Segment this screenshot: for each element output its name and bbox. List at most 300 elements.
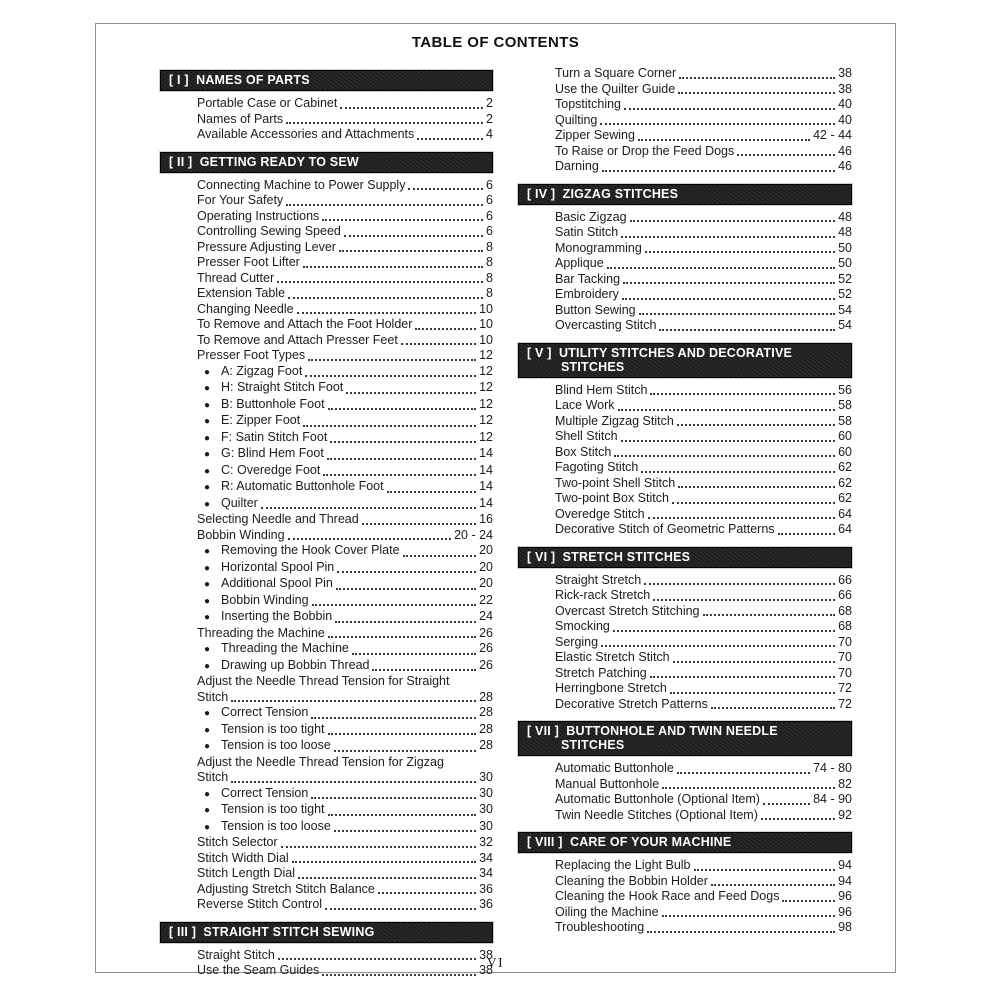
section-header-text: [ I ] NAMES OF PARTS [169,73,310,87]
dot-leader [678,486,835,488]
bullet-icon: ● [204,788,211,800]
toc-entry-label: Presser Foot Lifter [197,255,300,269]
toc-entry-label: Blind Hem Stitch [555,382,648,397]
toc-entry-label: Controlling Sewing Speed [197,224,341,238]
toc-entry-label: Embroidery [555,287,619,301]
toc-entry [160,512,493,528]
dot-leader [328,408,477,410]
bullet-icon: ● [204,724,211,736]
toc-entry-label: Bobbin Winding [221,592,309,607]
toc-entry-label: Changing Needle [197,301,294,316]
page-number: 62 [838,460,852,474]
toc-entry [160,819,493,836]
toc-entry [160,802,493,819]
dot-leader [678,92,835,94]
toc-entry-label: Threading the Machine [221,641,349,655]
section-header-bar [518,721,852,756]
toc-entry [160,674,493,690]
section-header-text: [ VI ] STRETCH STITCHES [527,549,691,564]
toc-entry [518,491,852,507]
toc-entry-label: B: Buttonhole Foot [221,396,325,411]
page-number: 64 [838,506,852,521]
toc-entry-label: Lace Work [555,398,615,412]
page-number: 28 [479,738,493,752]
toc-entry [160,430,493,447]
dot-leader [277,281,483,283]
page-number: 38 [479,947,493,962]
toc-entry [160,255,493,271]
toc-entry-label: Satin Stitch [555,225,619,239]
toc-entry [160,835,493,851]
dot-leader [782,900,835,902]
toc-entry-label: Quilting [555,112,598,127]
page-number: 2 [486,111,493,126]
page-number: 6 [486,177,493,192]
page-number: 70 [838,650,852,664]
toc-entry [518,128,852,144]
page-number: 30 [479,802,493,816]
toc-entry-label: Portable Case or Cabinet [197,96,338,110]
toc-entry [518,777,852,793]
page-number: 20 [479,576,493,590]
toc-entry [160,209,493,225]
dot-leader [346,392,476,394]
page-number: 24 [479,609,493,623]
toc-entry-label: Adjusting Stretch Stitch Balance [197,881,375,896]
bullet-icon: ● [204,416,211,427]
page-number: 12 [479,413,493,427]
toc-entry-label: Elastic Stretch Stitch [555,650,670,664]
toc-section [518,343,852,538]
page-number: 12 [479,363,493,378]
toc-entry [518,241,852,257]
toc-entry-label: Use the Seam Guides [197,963,320,977]
toc-entry-label: Drawing up Bobbin Thread [221,657,370,672]
toc-entry [160,658,493,675]
page-number: 68 [838,603,852,618]
dot-leader [305,375,476,377]
dot-leader [618,409,836,411]
bullet-icon: ● [204,498,211,510]
toc-entry [160,641,493,658]
page-number-footer: VI [486,955,505,970]
toc-entry-label: Use the Quilter Guide [555,81,676,96]
page-number: 4 [486,127,493,141]
dot-leader [601,645,835,647]
toc-entry [518,573,852,589]
toc-entry-label: Straight Stitch [197,947,275,962]
dot-leader [325,908,476,910]
toc-entry [518,889,852,905]
toc-entry [160,576,493,593]
page-number: 46 [838,159,852,173]
page-number: 40 [838,112,852,127]
toc-entry [518,476,852,492]
toc-entry [518,619,852,635]
page-number: 6 [486,193,493,207]
page-number: 56 [838,382,852,397]
dot-leader [334,750,476,752]
bullet-icon: ● [204,612,211,623]
section-header-bar [160,922,493,943]
page-number: 40 [838,97,852,111]
dot-leader [623,282,835,284]
toc-columns [96,51,895,979]
toc-entry-label: Zipper Sewing [555,128,635,142]
toc-entry [518,792,852,808]
toc-entry-label: Box Stitch [555,444,612,459]
toc-entry [160,543,493,560]
toc-entry-label: Monogramming [555,240,642,255]
page-number: 94 [838,858,852,872]
toc-entry-label: Fagoting Stitch [555,460,639,474]
toc-section [518,66,852,175]
page-number: 60 [838,444,852,459]
section-header-bar [160,152,493,173]
toc-entry [160,770,493,786]
dot-leader [622,298,835,300]
page-number: 94 [838,873,852,888]
dot-leader [297,312,476,314]
page-number: 42 - 44 [813,128,852,142]
toc-entry-label: Additional Spool Pin [221,576,333,590]
page-number: 8 [486,270,493,285]
dot-leader [647,931,835,933]
dot-leader [650,676,835,678]
toc-entry-label: R: Automatic Buttonhole Foot [221,479,384,493]
toc-entry-label: Presser Foot Types [197,348,306,362]
page-number: 54 [838,302,852,317]
toc-entry [160,380,493,397]
dot-leader [644,583,835,585]
toc-entry [160,193,493,209]
toc-column-left [160,70,493,979]
toc-entry [518,287,852,303]
dot-leader [322,219,483,221]
page-number: 30 [479,785,493,800]
dot-leader [694,869,836,871]
toc-entry-label: Herringbone Stretch [555,681,667,695]
toc-entry [160,224,493,240]
toc-entry-label: A: Zigzag Foot [221,363,303,378]
toc-entry-label: Stitch Length Dial [197,866,295,880]
toc-entry [518,808,852,824]
bullet-icon: ● [204,383,211,394]
toc-entry [160,178,493,194]
toc-entry-label: Multiple Zigzag Stitch [555,413,674,428]
toc-entry [160,271,493,287]
page-number: 20 - 24 [454,527,493,542]
page-number: 82 [838,776,852,791]
page-number: 34 [479,850,493,865]
toc-entry [518,429,852,445]
toc-entry-label: Decorative Stretch Patterns [555,696,708,711]
page-number: 46 [838,143,852,158]
bullet-icon: ● [204,821,211,833]
toc-entry-label: To Remove and Attach the Foot Holder [197,317,413,331]
toc-entry [518,666,852,682]
toc-section [518,832,852,936]
page-number: 68 [838,619,852,633]
bullet-icon: ● [204,708,211,719]
page-number: 58 [838,413,852,428]
dot-leader [763,803,810,805]
section-header-text: STITCHES [561,359,625,374]
toc-entry [160,755,493,771]
dot-leader [292,861,476,863]
dot-leader [286,204,483,206]
page-number: 70 [838,665,852,680]
page-number: 20 [479,559,493,574]
section-header-text: [ IV ] ZIGZAG STITCHES [527,186,679,201]
toc-section [518,721,852,823]
page-number: 66 [838,572,852,587]
toc-entry [518,522,852,538]
toc-entry-label: Replacing the Light Bulb [555,858,691,872]
bullet-icon: ● [204,432,211,444]
toc-entry-label: Basic Zigzag [555,209,627,224]
toc-entry-label: Stitch [197,770,229,784]
toc-entry-label: Serging [555,634,599,649]
page-number: 38 [479,963,493,977]
dot-leader [303,425,476,427]
toc-entry [518,874,852,890]
dot-leader [761,818,835,820]
page-number: 36 [479,897,493,911]
section-header-text: [ VIII ] CARE OF YOUR MACHINE [527,835,732,849]
toc-entry [518,460,852,476]
toc-entry-label: Pressure Adjusting Lever [197,239,336,254]
toc-entry-label: Oiling the Machine [555,904,659,919]
toc-entry-label: Bar Tacking [555,271,621,286]
toc-entry-label: Stretch Patching [555,665,647,680]
toc-entry [160,593,493,610]
page-number: 64 [838,522,852,536]
toc-entry [160,463,493,480]
section-header-text: STITCHES [561,738,625,752]
dot-leader [614,455,835,457]
toc-entry-label: Two-point Shell Stitch [555,475,676,490]
dot-leader [662,787,835,789]
dot-leader [334,830,476,832]
toc-entry [160,786,493,803]
toc-entry-label: Twin Needle Stitches (Optional Item) [555,807,758,822]
dot-leader [323,474,476,476]
toc-entry-label: Stitch [197,689,229,704]
page-number: 8 [486,255,493,269]
dot-leader [408,188,483,190]
page-number: 28 [479,689,493,704]
dot-leader [679,77,835,79]
toc-entry-label: Cleaning the Hook Race and Feed Dogs [555,889,780,903]
dot-leader [653,599,835,601]
toc-entry [518,144,852,160]
toc-entry [518,256,852,272]
toc-entry [518,761,852,777]
dot-leader [328,636,476,638]
page-number: 20 [479,543,493,557]
toc-section [518,547,852,713]
bullet-icon: ● [204,741,211,752]
page-number: 74 - 80 [813,761,852,775]
toc-entry-label: Bobbin Winding [197,527,285,542]
toc-entry-label: Tension is too tight [221,802,325,816]
dot-leader [328,814,477,816]
toc-entry [518,588,852,604]
toc-entry-label: Adjust the Needle Thread Tension for Straight [197,674,450,688]
bullet-icon: ● [204,482,211,493]
dot-leader [340,107,483,109]
page-number: 38 [838,81,852,96]
page-number: 6 [486,224,493,238]
toc-entry [160,446,493,463]
toc-entry [160,738,493,755]
toc-entry-label: Two-point Box Stitch [555,491,669,505]
page-number: 48 [838,209,852,224]
dot-leader [308,359,476,361]
toc-section [160,152,493,913]
page-number: 2 [486,96,493,110]
dot-leader [600,123,835,125]
page-number: 28 [479,705,493,719]
page-number: 26 [479,625,493,640]
dot-leader [630,220,836,222]
toc-entry-label: Troubleshooting [555,920,645,934]
toc-entry [518,82,852,98]
toc-section [160,70,493,143]
page-number: 98 [838,920,852,934]
toc-entry [160,897,493,913]
page-number: 70 [838,634,852,649]
dot-leader [303,266,483,268]
toc-entry-label: Topstitching [555,97,622,111]
page-number: 60 [838,429,852,443]
page-number: 54 [838,318,852,332]
dot-leader [650,393,835,395]
toc-entry [160,609,493,626]
dot-leader [336,588,476,590]
toc-section [518,184,852,334]
toc-entry [160,333,493,349]
bullet-icon: ● [204,562,211,574]
toc-entry [518,920,852,936]
dot-leader [659,329,835,331]
page-number: 66 [838,588,852,602]
toc-entry [160,127,493,143]
toc-entry-label: Overcasting Stitch [555,318,657,332]
toc-entry-label: Threading the Machine [197,625,325,640]
toc-entry [518,697,852,713]
dot-leader [339,250,483,252]
dot-leader [288,538,452,540]
bullet-icon: ● [204,805,211,816]
page-number: 62 [838,475,852,490]
dot-leader [703,614,836,616]
dot-leader [602,170,835,172]
toc-entry-label: Manual Buttonhole [555,776,660,791]
dot-leader [352,653,476,655]
page-number: 52 [838,287,852,301]
toc-entry [518,398,852,414]
section-header-bar [518,343,852,378]
toc-entry [160,286,493,302]
page-number: 26 [479,641,493,655]
toc-entry [160,722,493,739]
page-number: 62 [838,491,852,505]
bullet-icon: ● [204,595,211,607]
dot-leader [621,236,835,238]
toc-entry-label: Tension is too loose [221,738,331,752]
toc-entry [160,364,493,381]
bullet-icon: ● [204,546,211,557]
toc-entry [518,604,852,620]
page-number: 28 [479,721,493,736]
bullet-icon: ● [204,399,211,411]
toc-entry [518,318,852,334]
toc-entry [160,866,493,882]
toc-entry-label: Applique [555,256,604,270]
toc-entry [518,210,852,226]
page-number: 12 [479,396,493,411]
dot-leader [286,122,483,124]
bullet-icon: ● [204,465,211,477]
toc-entry [518,225,852,241]
toc-entry [160,882,493,898]
page-number: 26 [479,657,493,672]
toc-entry-label: Correct Tension [221,705,309,719]
page-number: 96 [838,889,852,903]
dot-leader [372,669,476,671]
page-number: 48 [838,225,852,239]
dot-leader [298,877,476,879]
toc-entry-label: Removing the Hook Cover Plate [221,543,400,557]
dot-leader [624,108,835,110]
toc-entry-label: G: Blind Hem Foot [221,446,324,460]
toc-entry-label: Turn a Square Corner [555,66,677,80]
toc-entry [160,560,493,577]
toc-entry-label: For Your Safety [197,193,284,207]
page-number: 50 [838,256,852,270]
dot-leader [328,733,477,735]
toc-entry-label: Correct Tension [221,785,309,800]
page-number: 36 [479,881,493,896]
page-number: 52 [838,271,852,286]
page-number: 10 [479,332,493,347]
dot-leader [231,700,476,702]
toc-entry [160,705,493,722]
dot-leader [638,139,810,141]
dot-leader [335,621,476,623]
toc-entry [160,690,493,706]
toc-entry-label: Stitch Width Dial [197,850,289,865]
toc-entry-label: Operating Instructions [197,208,320,223]
toc-entry-label: Overcast Stretch Stitching [555,603,700,618]
dot-leader [639,313,835,315]
toc-entry [160,96,493,112]
page-number: 14 [479,462,493,477]
bullet-icon: ● [204,579,211,590]
toc-entry-label: Button Sewing [555,302,636,317]
dot-leader [261,507,476,509]
dot-leader [670,692,835,694]
dot-leader [327,458,476,460]
page-number: 50 [838,240,852,255]
dot-leader [387,491,477,493]
toc-entry-label: Adjust the Needle Thread Tension for Zigzag [197,754,444,769]
toc-entry [518,159,852,175]
dot-leader [672,502,835,504]
dot-leader [344,235,483,237]
